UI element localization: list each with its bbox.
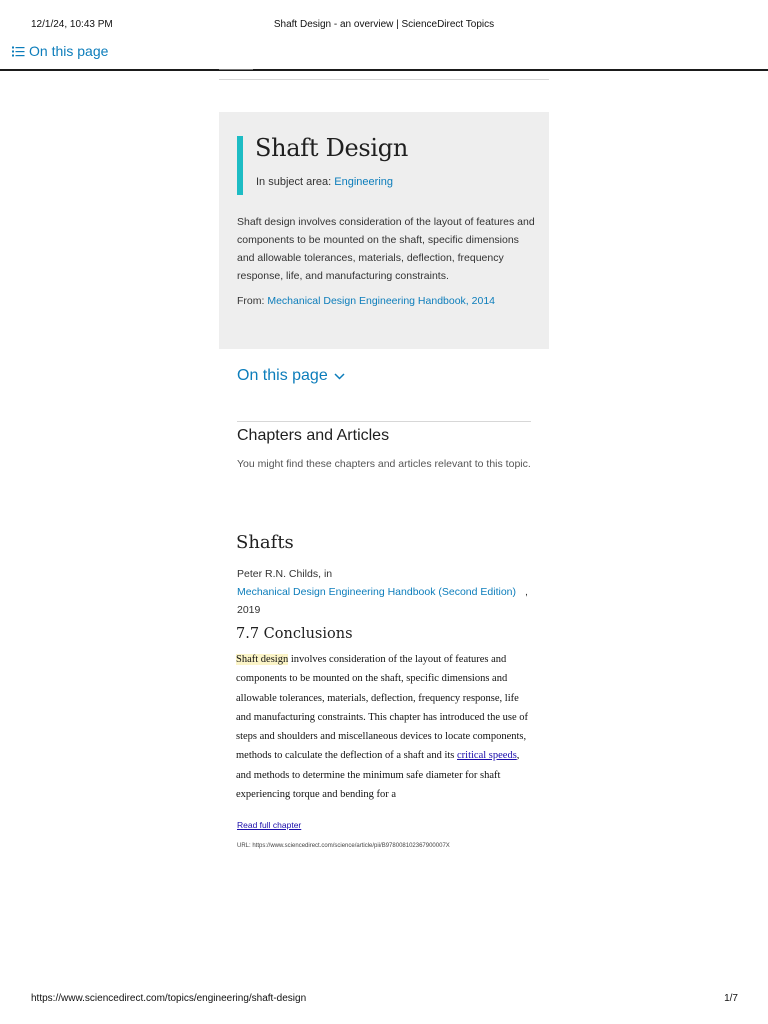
article-title: Shafts xyxy=(236,532,294,553)
section-divider xyxy=(237,421,531,422)
excerpt-text-part1: involves consideration of the layout of features and components to be mounted on the shaft, specific dimensions and allowable tolerances, materials, deflection, frequency response, life and manufacturing constraints. This chapter has introduced the use of steps and shoulders and miscellaneous devices to locate components, methods to calculate the deflection of a shaft and its xyxy=(236,654,528,762)
topic-source-link[interactable]: Mechanical Design Engineering Handbook, 2014 xyxy=(267,295,495,307)
print-footer-url: https://www.sciencedirect.com/topics/engineering/shaft-design xyxy=(31,993,307,1004)
clipped-text-remnant xyxy=(219,68,253,71)
print-header-title: Shaft Design - an overview | ScienceDirect Topics xyxy=(273,19,495,30)
excerpt-highlight: Shaft design xyxy=(236,654,289,665)
on-this-page-toc-link[interactable] xyxy=(12,43,108,59)
toc-link-label: On this page xyxy=(29,43,109,59)
topic-summary-box xyxy=(219,112,549,349)
critical-speeds-link[interactable]: critical speeds xyxy=(457,750,517,762)
header-divider xyxy=(0,69,768,71)
print-footer-page-number: 1/7 xyxy=(724,993,738,1004)
chapters-heading: Chapters and Articles xyxy=(237,427,390,444)
chapters-note: You might find these chapters and articles relevant to this topic. xyxy=(237,458,531,470)
subject-area xyxy=(256,176,393,188)
topic-description: Shaft design involves consideration of the layout of features and components to be mounted on the shaft, specific dimensions and allowable tolerances, materials, deflection, frequency response, life, and manufacturing constraints. xyxy=(237,216,535,282)
subject-area-prefix: In subject area: xyxy=(256,176,335,188)
list-icon xyxy=(12,46,25,57)
topic-source-prefix: From: xyxy=(237,295,268,307)
article-year: 2019 xyxy=(237,604,261,616)
article-url-note: URL: https://www.sciencedirect.com/science/article/pii/B978008102367900007X xyxy=(237,843,450,849)
topic-accent-bar xyxy=(237,136,243,195)
print-header-datetime: 12/1/24, 10:43 PM xyxy=(31,19,113,30)
article-section-heading: 7.7 Conclusions xyxy=(236,626,353,642)
on-this-page-label: On this page xyxy=(237,367,328,384)
excerpt-text-part2: , and methods to determine the minimum safe diameter for shaft experiencing torque and bending for a xyxy=(236,750,520,801)
chevron-down-icon xyxy=(334,367,345,385)
read-full-chapter-link[interactable]: Read full chapter xyxy=(237,820,302,830)
article-excerpt xyxy=(236,650,536,804)
page-title: Shaft Design xyxy=(255,134,409,162)
article-book-link[interactable]: Mechanical Design Engineering Handbook (Second Edition) xyxy=(237,586,517,598)
article-author: Peter R.N. Childs, in xyxy=(237,568,333,580)
on-this-page-dropdown[interactable] xyxy=(237,367,345,385)
content-top-divider xyxy=(219,79,549,80)
article-book-suffix: , xyxy=(525,586,528,598)
subject-area-link[interactable]: Engineering xyxy=(334,176,393,188)
topic-source xyxy=(237,295,495,307)
